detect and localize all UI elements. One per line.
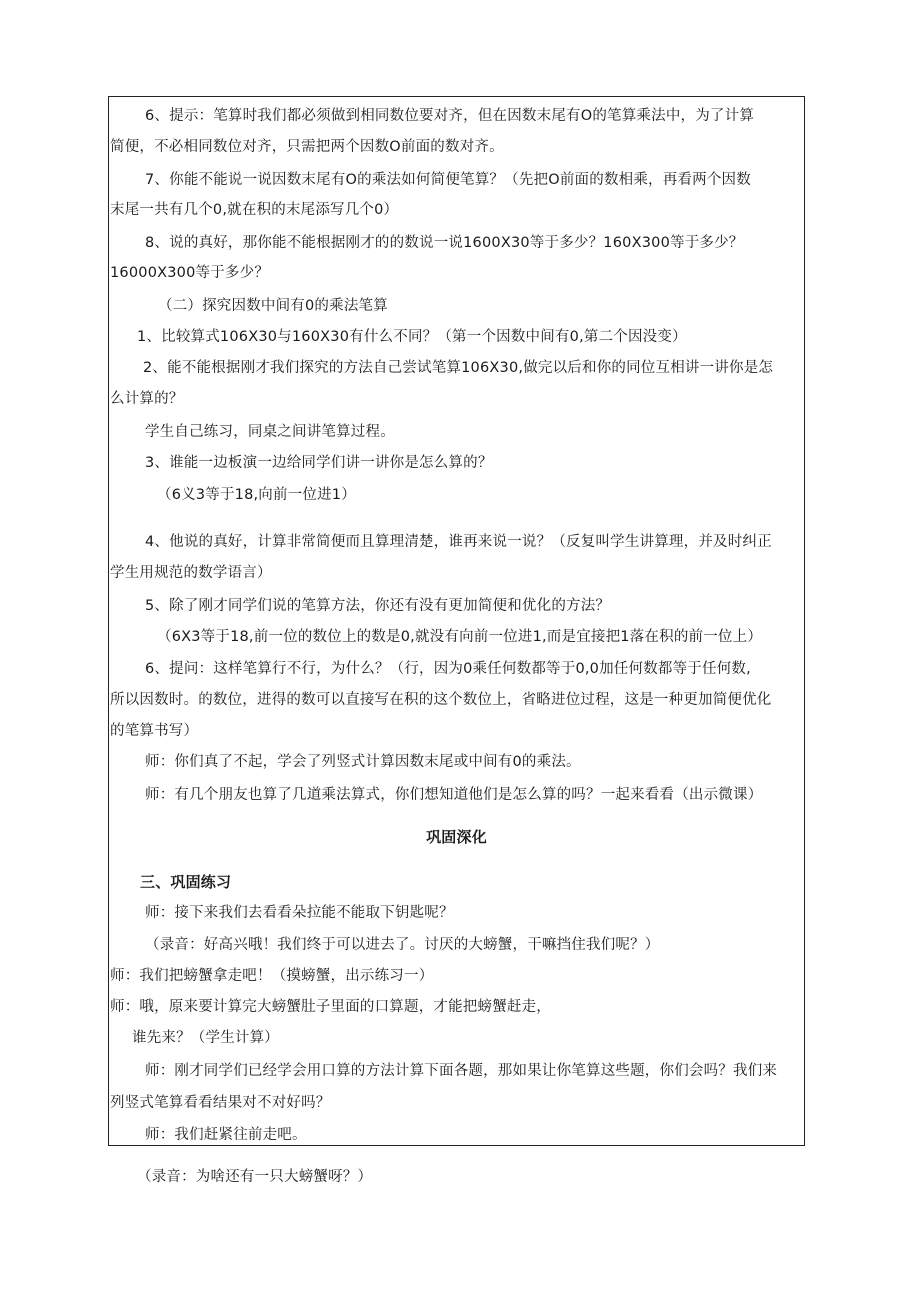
text-line: 师：我们赶紧往前走吧。 — [145, 1127, 307, 1143]
text-line: 师：有几个朋友也算了几道乘法算式，你们想知道他们是怎么算的吗？一起来看看（出示微课） — [145, 787, 763, 803]
text-line: 2、能不能根据刚才我们探究的方法自己尝试笔算106X30,做完以后和你的同位互相讲一讲你是怎 — [143, 360, 774, 376]
text-line: 3、谁能一边板演一边给同学们讲一讲你是怎么算的？ — [145, 455, 493, 471]
text-line: 么计算的？ — [110, 391, 184, 407]
text-line: 4、他说的真好，计算非常简便而且算理清楚，谁再来说一说？（反复叫学生讲算理，并及时纠正 — [145, 534, 772, 550]
text-line: 师：我们把螃蟹拿走吧！（摸螃蟹，出示练习一） — [110, 968, 434, 984]
text-line: 师：接下来我们去看看朵拉能不能取下钥匙呢？ — [145, 905, 454, 921]
text-line: 师：刚才同学们已经学会用口算的方法计算下面各题，那如果让你笔算这些题，你们会吗？我们来 — [145, 1063, 778, 1079]
section-heading: 三、巩固练习 — [140, 873, 232, 891]
text-line: 6、提示：笔算时我们都必须做到相同数位要对齐，但在因数末尾有O的笔算乘法中，为了计算 — [145, 108, 755, 124]
text-line: 学生用规范的数学语言） — [110, 565, 272, 581]
text-line: 所以因数时。的数位，进得的数可以直接写在积的这个数位上，省略进位过程，这是一种更加简便优化 — [110, 692, 772, 708]
text-line: 师：你们真了不起，学会了列竖式计算因数末尾或中间有0的乘法。 — [145, 754, 581, 770]
text-line: 6、提问：这样笔算行不行，为什么？（行，因为0乘任何数都等于0,0加任何数都等于任何数, — [145, 661, 751, 677]
text-line: 简便，不必相同数位对齐，只需把两个因数O前面的数对齐。 — [110, 139, 504, 155]
text-line: 谁先来？（学生计算） — [132, 1030, 279, 1046]
section-title: 巩固深化 — [426, 828, 487, 846]
text-line: 16000X300等于多少？ — [110, 265, 270, 281]
text-line: 8、说的真好，那你能不能根据刚才的的数说一说1600X30等于多少？160X300等于多少？ — [145, 235, 744, 251]
lesson-table-frame — [108, 96, 805, 1146]
text-line: 末尾一共有几个0,就在积的末尾添写几个0） — [110, 202, 399, 218]
text-line: （录音：好高兴哦！我们终于可以进去了。讨厌的大螃蟹，干嘛挡住我们呢？） — [145, 937, 660, 953]
text-line: 列竖式笔算看看结果对不对好吗？ — [110, 1095, 331, 1111]
text-line-outside: （录音：为啥还有一只大螃蟹呀？） — [137, 1169, 373, 1185]
text-line: 5、除了刚才同学们说的笔算方法，你还有没有更加简便和优化的方法？ — [145, 598, 611, 614]
text-line: 7、你能不能说一说因数末尾有O的乘法如何简便笔算？（先把O前面的数相乘，再看两个因数 — [145, 172, 751, 188]
text-line: （6X3等于18,前一位的数位上的数是0,就没有向前一位进1,而是宜接把1落在积的前一位上） — [157, 629, 763, 645]
text-line: 的笔算书写） — [110, 723, 199, 739]
text-line: 1、比较算式106X30与160X30有什么不同？（第一个因数中间有0,第二个因没变） — [137, 329, 687, 345]
text-line: （6义3等于18,向前一位进1） — [157, 487, 356, 503]
text-line: 师：哦，原来要计算完大螃蟹肚子里面的口算题，才能把螃蟹赶走， — [110, 999, 551, 1015]
section-subheading: （二）探究因数中间有0的乘法笔算 — [158, 298, 388, 314]
text-line: 学生自己练习，同桌之间讲笔算过程。 — [145, 424, 395, 440]
